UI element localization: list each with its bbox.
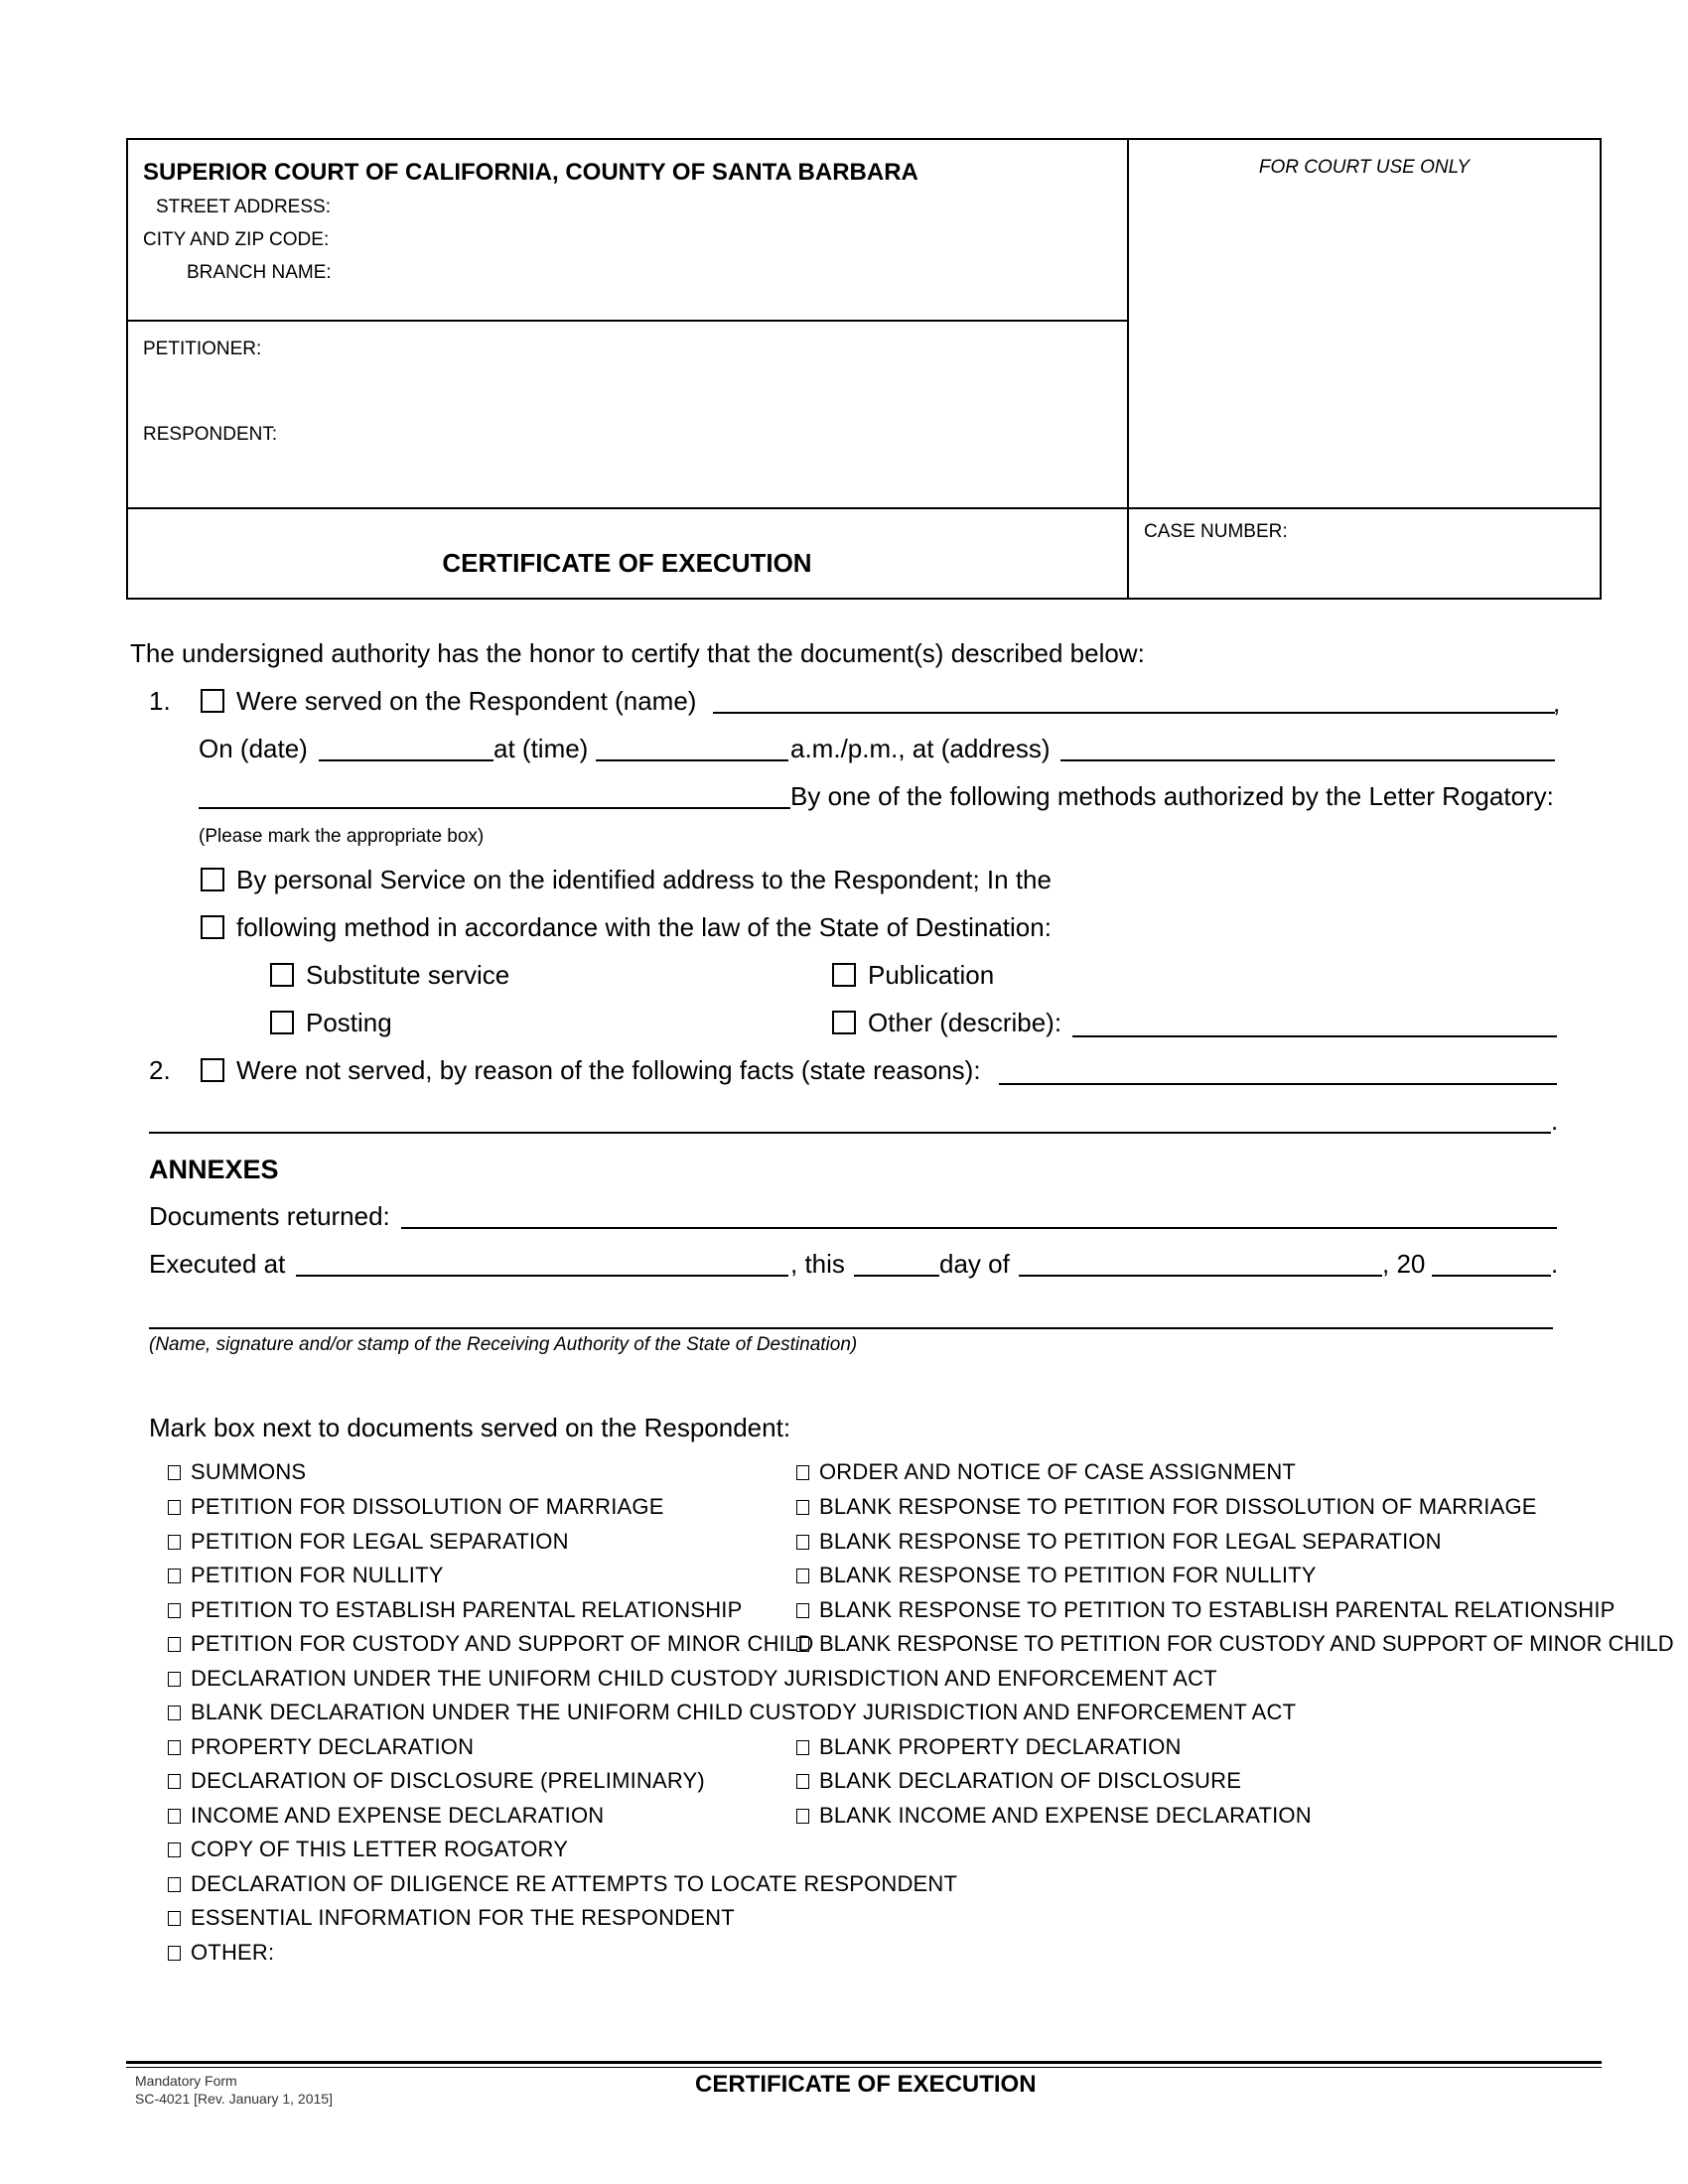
city-zip-label: CITY AND ZIP CODE: [143, 229, 330, 250]
checkbox-icon[interactable] [168, 1535, 181, 1550]
checkbox-icon[interactable] [168, 1465, 181, 1480]
respondent-label: RESPONDENT: [143, 424, 278, 445]
checkbox-icon[interactable] [796, 1569, 809, 1583]
footer-mandatory-form: Mandatory Form [135, 2073, 237, 2089]
annexes-heading: ANNEXES [149, 1155, 279, 1184]
publication-label: Publication [868, 960, 995, 990]
document-label: DECLARATION OF DISCLOSURE (PRELIMINARY) [191, 1768, 705, 1793]
list-item[interactable] [168, 1871, 957, 1897]
signature-line[interactable] [149, 1327, 1553, 1329]
executed-at-label: Executed at [149, 1249, 286, 1279]
checkbox-icon[interactable] [796, 1465, 809, 1480]
checkbox-icon[interactable] [796, 1740, 809, 1755]
document-label: BLANK RESPONSE TO PETITION FOR CUSTODY AND SUPPORT OF MINOR CHILD [819, 1631, 1674, 1656]
document-label: DECLARATION OF DILIGENCE RE ATTEMPTS TO LOCATE RESPONDENT [191, 1871, 958, 1896]
checkbox-icon[interactable] [168, 1569, 181, 1583]
checkbox-icon[interactable] [168, 1740, 181, 1755]
year-prefix-label: , 20 [1382, 1249, 1426, 1279]
footer-rule-thin [126, 2067, 1602, 2068]
respondent-name-line[interactable] [713, 712, 1555, 714]
list-item[interactable] [796, 1803, 1312, 1829]
list-item[interactable] [168, 1940, 274, 1966]
executed-at-line[interactable] [296, 1275, 788, 1277]
respondent-name-comma: , [1553, 688, 1561, 718]
document-label: ORDER AND NOTICE OF CASE ASSIGNMENT [819, 1459, 1297, 1484]
item2-not-served-label: Were not served, by reason of the following facts (state reasons): [236, 1055, 981, 1085]
reasons-line-2[interactable] [149, 1132, 1551, 1134]
list-item[interactable] [168, 1905, 735, 1931]
petitioner-field[interactable] [283, 334, 1107, 363]
posting-label: Posting [306, 1008, 392, 1037]
item1-served-checkbox[interactable] [201, 689, 224, 713]
court-divider [126, 320, 1128, 322]
other-describe-checkbox[interactable] [832, 1011, 856, 1034]
day-of-label: day of [939, 1249, 1010, 1279]
checkbox-icon[interactable] [168, 1603, 181, 1618]
petitioner-label: PETITIONER: [143, 339, 262, 359]
list-item[interactable] [168, 1631, 814, 1657]
reasons-period: . [1551, 1106, 1559, 1136]
publication-checkbox[interactable] [832, 963, 856, 987]
checkbox-icon[interactable] [168, 1809, 181, 1824]
item2-number: 2. [149, 1055, 171, 1085]
respondent-field[interactable] [293, 419, 1107, 449]
checkbox-icon[interactable] [168, 1774, 181, 1789]
list-item[interactable] [168, 1529, 569, 1555]
document-label: DECLARATION UNDER THE UNIFORM CHILD CUSTODY JURISDICTION AND ENFORCEMENT ACT [191, 1666, 1217, 1691]
document-label: BLANK RESPONSE TO PETITION TO ESTABLISH PARENTAL RELATIONSHIP [819, 1597, 1616, 1622]
document-label: PETITION TO ESTABLISH PARENTAL RELATIONSHIP [191, 1597, 743, 1622]
street-address-label: STREET ADDRESS: [156, 197, 331, 217]
document-label: PETITION FOR CUSTODY AND SUPPORT OF MINOR CHILD [191, 1631, 814, 1656]
list-item[interactable] [168, 1666, 1217, 1692]
caption-vertical-divider [1127, 138, 1129, 600]
list-item[interactable] [168, 1768, 705, 1794]
following-method-label: following method in accordance with the law of the State of Destination: [236, 912, 1052, 942]
personal-service-checkbox[interactable] [201, 868, 224, 891]
methods-authorized-text: By one of the following methods authorized by the Letter Rogatory: [790, 781, 1554, 811]
intro-text: The undersigned authority has the honor to certify that the document(s) described below: [130, 638, 1145, 668]
list-item[interactable] [168, 1803, 604, 1829]
city-zip-field[interactable] [343, 226, 1107, 252]
posting-checkbox[interactable] [270, 1011, 294, 1034]
checkbox-icon[interactable] [168, 1500, 181, 1515]
substitute-service-label: Substitute service [306, 960, 510, 990]
court-use-only-label: FOR COURT USE ONLY [1258, 157, 1471, 178]
other-describe-line[interactable] [1072, 1035, 1557, 1037]
checkbox-icon[interactable] [168, 1672, 181, 1687]
checkbox-icon[interactable] [168, 1637, 181, 1652]
footer-title: CERTIFICATE OF EXECUTION [695, 2071, 1037, 2098]
checkbox-icon[interactable] [168, 1946, 181, 1961]
documents-returned-line[interactable] [401, 1227, 1557, 1229]
document-label: BLANK RESPONSE TO PETITION FOR LEGAL SEPARATION [819, 1529, 1442, 1554]
list-item[interactable] [796, 1459, 1296, 1485]
on-date-label: On (date) [199, 734, 308, 763]
document-label: COPY OF THIS LETTER ROGATORY [191, 1837, 569, 1861]
document-label: PROPERTY DECLARATION [191, 1734, 475, 1759]
date-line[interactable] [319, 759, 493, 761]
executed-period: . [1551, 1249, 1559, 1279]
document-label: ESSENTIAL INFORMATION FOR THE RESPONDENT [191, 1905, 735, 1930]
document-label: SUMMONS [191, 1459, 307, 1484]
document-label: PETITION FOR DISSOLUTION OF MARRIAGE [191, 1494, 664, 1519]
item2-not-served-checkbox[interactable] [201, 1058, 224, 1082]
year-line[interactable] [1432, 1275, 1551, 1277]
signature-caption: (Name, signature and/or stamp of the Receiving Authority of the State of Destination) [149, 1334, 858, 1355]
item1-served-label: Were served on the Respondent (name) [236, 686, 697, 716]
list-item[interactable] [796, 1768, 1241, 1794]
list-item[interactable] [168, 1700, 1296, 1725]
checkbox-icon[interactable] [796, 1774, 809, 1789]
list-item[interactable] [168, 1837, 568, 1862]
documents-heading: Mark box next to documents served on the Respondent: [149, 1413, 791, 1442]
document-label: OTHER: [191, 1940, 275, 1965]
list-item[interactable] [796, 1529, 1442, 1555]
document-label: PETITION FOR LEGAL SEPARATION [191, 1529, 569, 1554]
documents-returned-label: Documents returned: [149, 1201, 390, 1231]
address-line[interactable] [1060, 759, 1555, 761]
reasons-line[interactable] [999, 1083, 1557, 1085]
following-method-checkbox[interactable] [201, 915, 224, 939]
checkbox-icon[interactable] [168, 1706, 181, 1720]
footer-rule-thick [126, 2061, 1602, 2064]
list-item[interactable] [168, 1459, 306, 1485]
ampm-address-label: a.m./p.m., at (address) [790, 734, 1051, 763]
please-mark-note: (Please mark the appropriate box) [199, 826, 485, 847]
this-label: , this [790, 1249, 845, 1279]
checkbox-icon[interactable] [168, 1877, 181, 1892]
case-number-field[interactable] [1144, 551, 1581, 585]
checkbox-icon[interactable] [796, 1603, 809, 1618]
personal-service-label: By personal Service on the identified address to the Respondent; In the [236, 865, 1052, 894]
street-address-field[interactable] [343, 194, 1107, 219]
list-item[interactable] [168, 1494, 664, 1520]
checkbox-icon[interactable] [796, 1500, 809, 1515]
document-label: PETITION FOR NULLITY [191, 1563, 444, 1587]
checkbox-icon[interactable] [168, 1911, 181, 1926]
form-title: CERTIFICATE OF EXECUTION [442, 548, 812, 578]
checkbox-icon[interactable] [796, 1637, 809, 1652]
footer-form-number: SC-4021 [Rev. January 1, 2015] [135, 2091, 333, 2107]
day-line[interactable] [854, 1275, 939, 1277]
list-item[interactable] [168, 1597, 742, 1623]
court-name: SUPERIOR COURT OF CALIFORNIA, COUNTY OF SANTA BARBARA [143, 159, 918, 186]
checkbox-icon[interactable] [796, 1535, 809, 1550]
month-line[interactable] [1019, 1275, 1382, 1277]
list-item[interactable] [796, 1597, 1616, 1623]
at-time-label: at (time) [493, 734, 589, 763]
document-label: BLANK DECLARATION OF DISCLOSURE [819, 1768, 1242, 1793]
list-item[interactable] [796, 1631, 1674, 1657]
branch-name-label: BRANCH NAME: [187, 262, 332, 283]
document-label: BLANK PROPERTY DECLARATION [819, 1734, 1182, 1759]
list-item[interactable] [168, 1734, 474, 1760]
document-label: BLANK RESPONSE TO PETITION FOR NULLITY [819, 1563, 1317, 1587]
item1-number: 1. [149, 686, 171, 716]
checkbox-icon[interactable] [168, 1843, 181, 1857]
document-label: BLANK RESPONSE TO PETITION FOR DISSOLUTION OF MARRIAGE [819, 1494, 1537, 1519]
address-line-2[interactable] [199, 807, 790, 809]
other-describe-label: Other (describe): [868, 1008, 1062, 1037]
time-line[interactable] [596, 759, 788, 761]
document-label: BLANK INCOME AND EXPENSE DECLARATION [819, 1803, 1312, 1828]
list-item[interactable] [796, 1563, 1317, 1588]
list-item[interactable] [168, 1563, 444, 1588]
branch-name-field[interactable] [343, 259, 1107, 285]
title-divider [126, 507, 1602, 509]
document-label: BLANK DECLARATION UNDER THE UNIFORM CHILD CUSTODY JURISDICTION AND ENFORCEMENT ACT [191, 1700, 1297, 1724]
list-item[interactable] [796, 1494, 1537, 1520]
case-number-label: CASE NUMBER: [1144, 521, 1288, 542]
list-item[interactable] [796, 1734, 1182, 1760]
substitute-service-checkbox[interactable] [270, 963, 294, 987]
document-label: INCOME AND EXPENSE DECLARATION [191, 1803, 605, 1828]
checkbox-icon[interactable] [796, 1809, 809, 1824]
